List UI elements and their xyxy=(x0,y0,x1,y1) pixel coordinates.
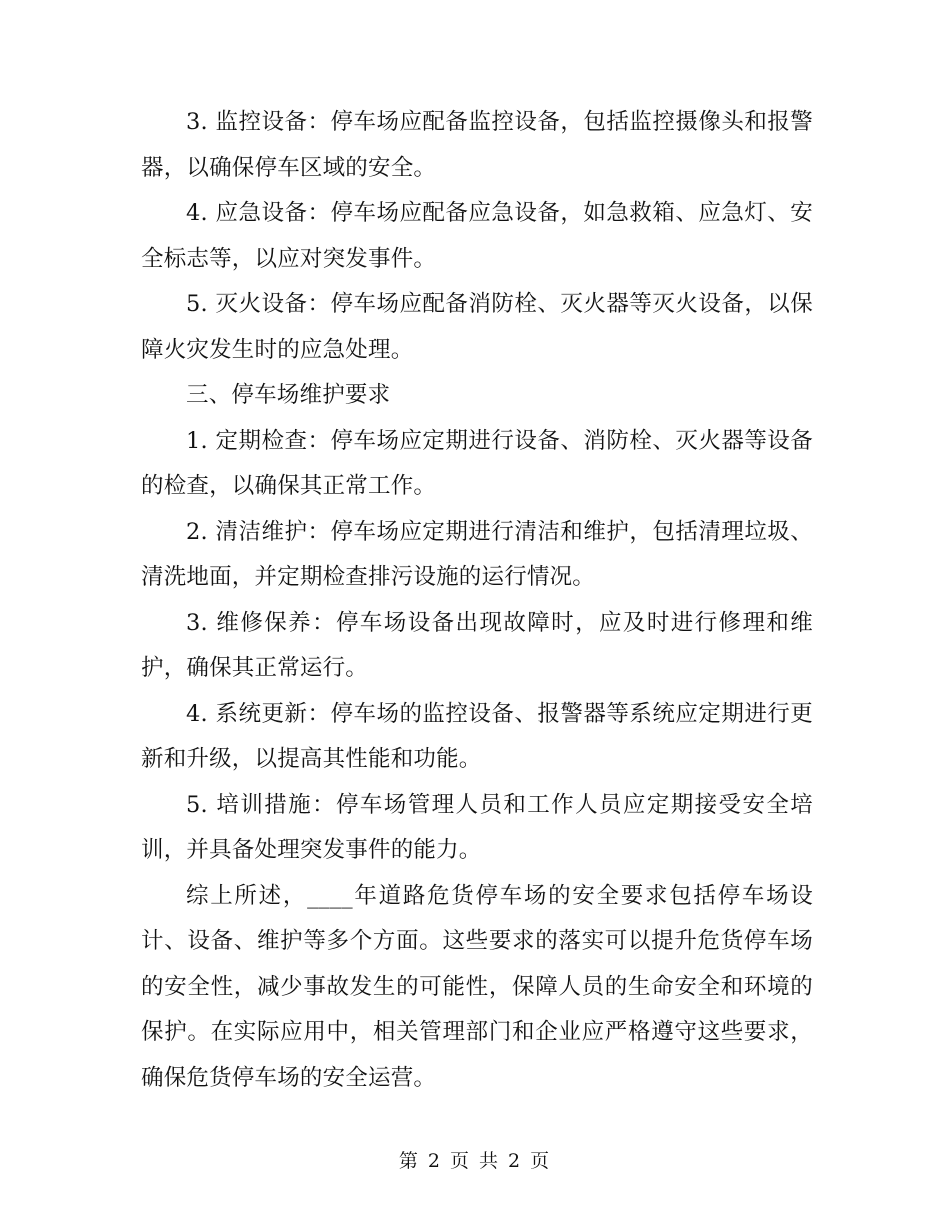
paragraph-system-update: 4. 系统更新：停车场的监控设备、报警器等系统应定期进行更新和升级，以提高其性能和功能。 xyxy=(141,700,813,772)
paragraph-repair-upkeep: 3. 维修保养：停车场设备出现故障时，应及时进行修理和维护，确保其正常运行。 xyxy=(141,609,813,681)
paragraph-monitoring-equipment: 3. 监控设备：停车场应配备监控设备，包括监控摄像头和报警器，以确保停车区域的安全。 xyxy=(141,109,813,181)
paragraph-conclusion: 综上所述，____年道路危货停车场的安全要求包括停车场设计、设备、维护等多个方面。这些要求的落实可以提升危货停车场的安全性，减少事故发生的可能性，保障人员的生命安全和环境的保护。在实际应用中，相关管理部门和企业应严格遵守这些要求，确保危货停车场的安全运营。 xyxy=(141,882,813,1091)
document-body xyxy=(141,100,813,1101)
paragraph-emergency-equipment: 4. 应急设备：停车场应配备应急设备，如急救箱、应急灯、安全标志等，以应对突发事件。 xyxy=(141,200,813,272)
paragraph-regular-inspection: 1. 定期检查：停车场应定期进行设备、消防栓、灭火器等设备的检查，以确保其正常工作。 xyxy=(141,427,813,499)
page-footer: 第 2 页 共 2 页 xyxy=(398,1150,552,1172)
paragraph-firefighting-equipment: 5. 灭火设备：停车场应配备消防栓、灭火器等灭火设备，以保障火灾发生时的应急处理。 xyxy=(141,291,813,363)
paragraph-cleaning-maintenance: 2. 清洁维护：停车场应定期进行清洁和维护，包括清理垃圾、清洗地面，并定期检查排污设施的运行情况。 xyxy=(141,518,813,590)
section-heading-maintenance: 三、停车场维护要求 xyxy=(186,382,391,408)
paragraph-training-measures: 5. 培训措施：停车场管理人员和工作人员应定期接受安全培训，并具备处理突发事件的能力。 xyxy=(141,791,813,863)
